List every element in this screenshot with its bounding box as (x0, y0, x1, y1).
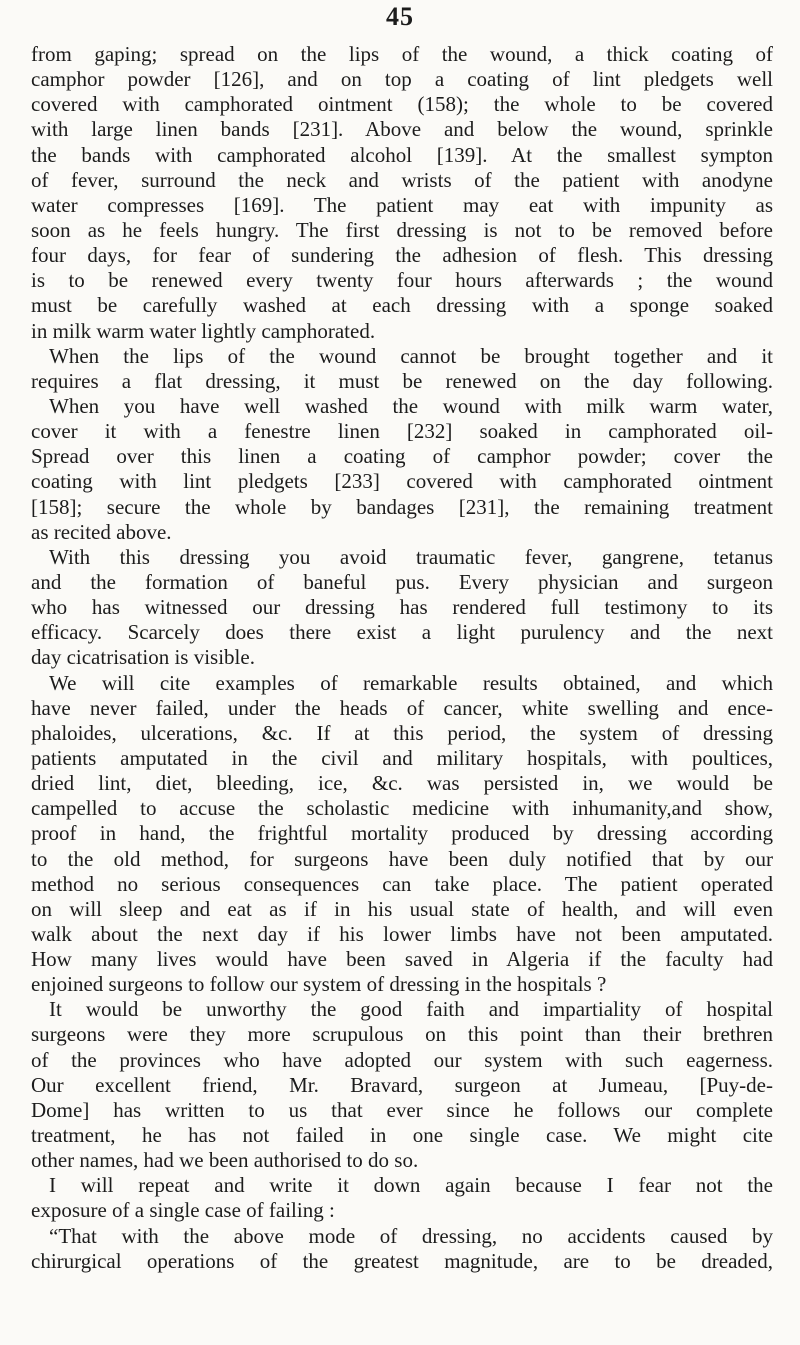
text-line: I will repeat and write it down again because I fear not the (49, 1173, 773, 1198)
text-line: patients amputated in the civil and military hospitals, with poultices, (31, 745, 773, 770)
text-line: cover it with a fenestre linen [232] soaked in camphorated oil- (31, 419, 773, 444)
text-line: in milk warm water lightly camphorated. (31, 318, 376, 343)
text-line: It would be unworthy the good faith and impartiality of hospital (49, 997, 773, 1022)
text-line: coating with lint pledgets [233] covered with camphorated ointment (31, 469, 773, 494)
text-line: soon as he feels hungry. The first dressing is not to be removed before (31, 217, 773, 242)
text-line: Dome] has written to us that ever since he follows our complete (31, 1097, 773, 1122)
text-line: Spread over this linen a coating of camphor powder; cover the (31, 444, 773, 469)
text-line: and the formation of baneful pus. Every physician and surgeon (31, 569, 773, 594)
text-line: camphor powder [126], and on top a coating of lint pledgets well (31, 67, 773, 92)
text-line: on will sleep and eat as if in his usual state of health, and will even (31, 896, 773, 921)
text-line: We will cite examples of remarkable results obtained, and which (49, 670, 773, 695)
text-line: When the lips of the wound cannot be brought together and it (49, 343, 773, 368)
text-line: Our excellent friend, Mr. Bravard, surgeon at Jumeau, [Puy-de- (31, 1072, 773, 1097)
text-line: campelled to accuse the scholastic medicine with inhumanity,and show, (31, 796, 773, 821)
text-line: of fever, surround the neck and wrists of the patient with anodyne (31, 167, 773, 192)
text-line: dried lint, diet, bleeding, ice, &c. was persisted in, we would be (31, 771, 773, 796)
text-line: How many lives would have been saved in Algeria if the faculty had (31, 947, 773, 972)
text-line: water compresses [169]. The patient may eat with impunity as (31, 192, 773, 217)
text-line: chirurgical operations of the greatest magnitude, are to be dreaded, (31, 1248, 773, 1273)
text-line: to the old method, for surgeons have been duly notified that by our (31, 846, 773, 871)
text-line: phaloides, ulcerations, &c. If at this period, the system of dressing (31, 720, 773, 745)
text-line: When you have well washed the wound with milk warm water, (49, 393, 773, 418)
text-line: day cicatrisation is visible. (31, 645, 255, 670)
text-line: method no serious consequences can take place. The patient operated (31, 871, 773, 896)
text-line: “That with the above mode of dressing, no accidents caused by (49, 1223, 773, 1248)
text-line: walk about the next day if his lower limbs have not been amputated. (31, 921, 773, 946)
text-line: with large linen bands [231]. Above and below the wound, sprinkle (31, 117, 773, 142)
body-text (31, 42, 773, 1274)
text-line: is to be renewed every twenty four hours afterwards ; the wound (31, 268, 773, 293)
text-line: covered with camphorated ointment (158); the whole to be covered (31, 92, 773, 117)
text-line: requires a flat dressing, it must be renewed on the day following. (31, 368, 773, 393)
text-line: the bands with camphorated alcohol [139]. At the smallest sympton (31, 142, 773, 167)
text-line: [158]; secure the whole by bandages [231], the remaining treatment (31, 494, 773, 519)
text-line: efficacy. Scarcely does there exist a light purulency and the next (31, 620, 773, 645)
text-line: who has witnessed our dressing has rendered full testimony to its (31, 595, 773, 620)
text-line: With this dressing you avoid traumatic fever, gangrene, tetanus (49, 544, 773, 569)
text-line: exposure of a single case of failing : (31, 1198, 335, 1223)
text-line: other names, had we been authorised to do so. (31, 1148, 419, 1173)
text-line: from gaping; spread on the lips of the wound, a thick coating of (31, 42, 773, 66)
text-line: treatment, he has not failed in one single case. We might cite (31, 1123, 773, 1148)
text-line: have never failed, under the heads of cancer, white swelling and ence- (31, 695, 773, 720)
text-line: four days, for fear of sundering the adhesion of flesh. This dressing (31, 243, 773, 268)
text-line: as recited above. (31, 519, 172, 544)
text-line: of the provinces who have adopted our system with such eagerness. (31, 1047, 773, 1072)
text-line: enjoined surgeons to follow our system of dressing in the hospitals ? (31, 972, 607, 997)
text-line: proof in hand, the frightful mortality produced by dressing according (31, 821, 773, 846)
text-line: must be carefully washed at each dressing with a sponge soaked (31, 293, 773, 318)
page-number: 45 (386, 2, 414, 31)
text-line: surgeons were they more scrupulous on this point than their brethren (31, 1022, 773, 1047)
